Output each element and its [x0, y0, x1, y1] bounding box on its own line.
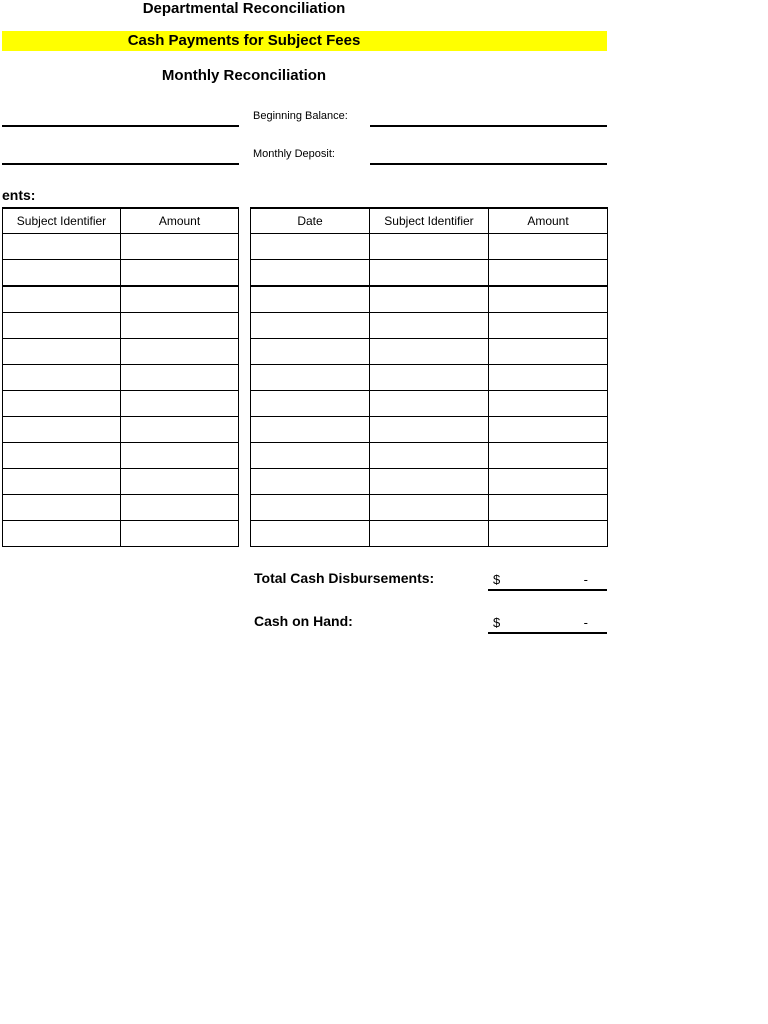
table-row [251, 286, 608, 313]
table-cell[interactable] [251, 521, 370, 547]
table-header-row [3, 208, 239, 234]
table-row [251, 417, 608, 443]
form-subtitle: Cash Payments for Subject Fees [127, 32, 361, 49]
table-cell[interactable] [370, 469, 489, 495]
beginning-balance-field[interactable] [370, 125, 607, 127]
table-row [3, 260, 239, 287]
table-cell[interactable] [121, 286, 239, 313]
table-cell[interactable] [251, 234, 370, 260]
column-header: Amount [489, 208, 608, 234]
table-cell[interactable] [489, 286, 608, 313]
table-cell[interactable] [121, 313, 239, 339]
table-cell[interactable] [370, 365, 489, 391]
table-cell[interactable] [3, 495, 121, 521]
table-cell[interactable] [489, 365, 608, 391]
table-row [251, 443, 608, 469]
table-cell[interactable] [121, 469, 239, 495]
cash-on-hand-label: Cash on Hand: [254, 613, 353, 629]
left-top-underline[interactable] [2, 125, 239, 127]
table-cell[interactable] [121, 260, 239, 287]
monthly-deposit-field[interactable] [370, 163, 607, 165]
table-row [3, 391, 239, 417]
table-cell[interactable] [121, 521, 239, 547]
table-header-row [251, 208, 608, 234]
section-title: Monthly Reconciliation [161, 67, 327, 84]
table-cell[interactable] [489, 339, 608, 365]
table-row [251, 339, 608, 365]
table-cell[interactable] [251, 391, 370, 417]
table-cell[interactable] [3, 391, 121, 417]
receipts-section-label: ents: [2, 187, 36, 203]
table-cell[interactable] [489, 313, 608, 339]
table-cell[interactable] [489, 234, 608, 260]
table-cell[interactable] [370, 339, 489, 365]
table-cell[interactable] [251, 417, 370, 443]
table-row [3, 521, 239, 547]
table-row [251, 365, 608, 391]
table-row [3, 495, 239, 521]
table-cell[interactable] [121, 339, 239, 365]
table-cell[interactable] [3, 521, 121, 547]
table-cell[interactable] [370, 495, 489, 521]
table-cell[interactable] [251, 443, 370, 469]
table-row [3, 339, 239, 365]
table-cell[interactable] [251, 313, 370, 339]
page-title: Departmental Reconciliation [142, 0, 346, 17]
table-row [251, 313, 608, 339]
total-disbursements-underline [488, 589, 607, 591]
table-cell[interactable] [3, 365, 121, 391]
table-cell[interactable] [121, 365, 239, 391]
currency-symbol: $ [493, 572, 501, 587]
table-cell[interactable] [370, 443, 489, 469]
total-disbursements-label: Total Cash Disbursements: [254, 570, 435, 586]
table-cell[interactable] [251, 260, 370, 287]
table-cell[interactable] [121, 391, 239, 417]
table-cell[interactable] [3, 417, 121, 443]
table-cell[interactable] [251, 495, 370, 521]
table-cell[interactable] [370, 521, 489, 547]
table-row [3, 234, 239, 260]
table-row [3, 365, 239, 391]
cash-on-hand-value: - [583, 615, 588, 630]
table-row [251, 495, 608, 521]
total-disbursements-value: - [583, 572, 588, 587]
table-cell[interactable] [489, 521, 608, 547]
table-cell[interactable] [489, 391, 608, 417]
left-bottom-underline[interactable] [2, 163, 239, 165]
table-row [3, 417, 239, 443]
table-cell[interactable] [251, 339, 370, 365]
table-cell[interactable] [489, 260, 608, 287]
table-cell[interactable] [121, 417, 239, 443]
column-header: Amount [121, 208, 239, 234]
column-header: Date [251, 208, 370, 234]
table-cell[interactable] [370, 313, 489, 339]
table-cell[interactable] [121, 443, 239, 469]
table-cell[interactable] [370, 417, 489, 443]
table-cell[interactable] [370, 286, 489, 313]
table-row [251, 391, 608, 417]
column-header: Subject Identifier [370, 208, 489, 234]
table-cell[interactable] [489, 443, 608, 469]
table-row [3, 443, 239, 469]
table-cell[interactable] [3, 469, 121, 495]
table-row [251, 521, 608, 547]
receipts-table [2, 207, 239, 547]
table-row [3, 469, 239, 495]
table-cell[interactable] [3, 234, 121, 260]
table-cell[interactable] [3, 339, 121, 365]
table-cell[interactable] [251, 286, 370, 313]
table-cell[interactable] [489, 495, 608, 521]
table-cell[interactable] [489, 469, 608, 495]
table-row [251, 469, 608, 495]
currency-symbol: $ [493, 615, 501, 630]
table-cell[interactable] [251, 365, 370, 391]
beginning-balance-label: Beginning Balance: [253, 110, 348, 122]
table-cell[interactable] [3, 313, 121, 339]
column-header: Subject Identifier [3, 208, 121, 234]
cash-on-hand-underline [488, 632, 607, 634]
table-row [3, 313, 239, 339]
table-cell[interactable] [3, 260, 121, 287]
table-cell[interactable] [370, 260, 489, 287]
table-cell[interactable] [3, 443, 121, 469]
table-cell[interactable] [121, 234, 239, 260]
table-row [3, 286, 239, 313]
table-cell[interactable] [370, 391, 489, 417]
monthly-deposit-label: Monthly Deposit: [253, 148, 335, 160]
table-cell[interactable] [121, 495, 239, 521]
disbursements-table [250, 207, 608, 547]
table-row [251, 234, 608, 260]
table-cell[interactable] [3, 286, 121, 313]
table-cell[interactable] [489, 417, 608, 443]
table-cell[interactable] [370, 234, 489, 260]
table-row [251, 260, 608, 287]
table-cell[interactable] [251, 469, 370, 495]
